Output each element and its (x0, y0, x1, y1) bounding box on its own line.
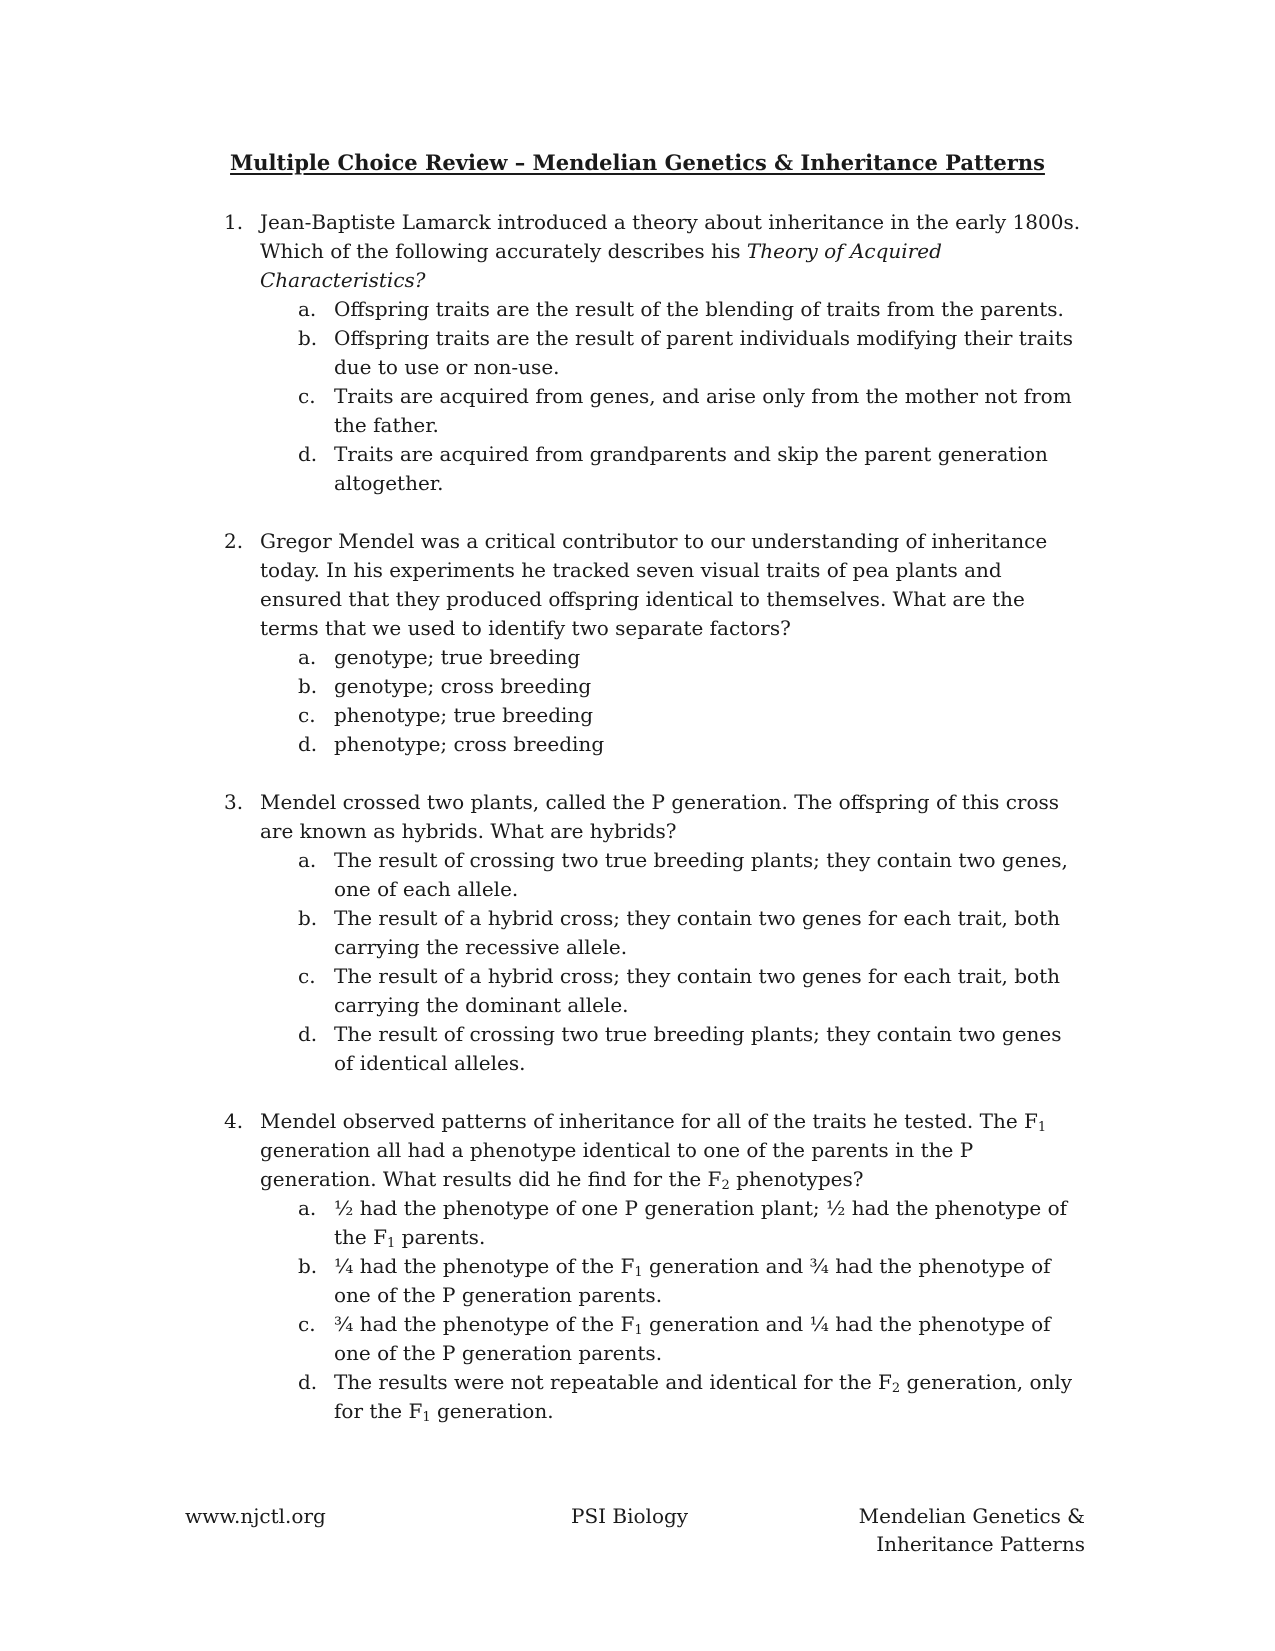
option-letter: c. (298, 384, 316, 408)
question-3 (224, 788, 1084, 1078)
question-text (260, 208, 1084, 295)
option-c (260, 701, 1084, 730)
option-a (260, 846, 1084, 904)
question-text-part: Jean-Baptiste Lamarck introduced a theory about inheritance in the early 1800s. Which of the following accurately describes his (260, 210, 1081, 263)
question-text-part: phenotypes? (729, 1167, 864, 1191)
option-letter: a. (298, 848, 317, 872)
option-text-part: generation and ¼ had the phenotype of one of the P generation parents. (334, 1312, 1051, 1365)
option-letter: b. (298, 326, 318, 350)
option-b (260, 1252, 1084, 1310)
option-b (260, 324, 1084, 382)
option-letter: d. (298, 1370, 318, 1394)
option-text: The result of a hybrid cross; they contain two genes for each trait, both carrying the dominant allele. (334, 964, 1061, 1017)
footer-course-name: PSI Biology (571, 1504, 689, 1528)
option-text: Offspring traits are the result of the blending of traits from the parents. (334, 297, 1064, 321)
option-d (260, 1020, 1084, 1078)
option-b (260, 672, 1084, 701)
option-text-part: ¾ had the phenotype of the F (334, 1312, 635, 1336)
question-number: 1. (224, 210, 244, 234)
option-c (260, 1310, 1084, 1368)
option-a (260, 1194, 1084, 1252)
option-list (260, 295, 1084, 498)
subscript: 2 (891, 1381, 901, 1396)
option-text: The result of crossing two true breeding plants; they contain two genes of identical alleles. (334, 1022, 1062, 1075)
option-text-part: ½ had the phenotype of one P generation plant; ½ had the phenotype of the F (334, 1196, 1068, 1249)
option-letter: c. (298, 703, 316, 727)
subscript: 1 (422, 1410, 431, 1425)
question-number: 4. (224, 1109, 244, 1133)
question-text-part: generation all had a phenotype identical to one of the parents in the P generation. What results did he find for the F (260, 1138, 974, 1191)
footer-unit-line: Inheritance Patterns (876, 1532, 1085, 1556)
option-text-part: generation and ¾ had the phenotype of one of the P generation parents. (334, 1254, 1051, 1307)
option-text: The result of a hybrid cross; they contain two genes for each trait, both carrying the recessive allele. (334, 906, 1061, 959)
option-list (260, 846, 1084, 1078)
footer-website-link[interactable]: www.njctl.org (185, 1504, 326, 1528)
option-c (260, 962, 1084, 1020)
option-c (260, 382, 1084, 440)
option-text-part: ¼ had the phenotype of the F (334, 1254, 635, 1278)
option-text: phenotype; cross breeding (334, 732, 605, 756)
footer-unit-name (859, 1502, 1085, 1558)
question-text (260, 1107, 1084, 1194)
option-letter: d. (298, 1022, 318, 1046)
option-text-part: generation, only for the F (334, 1370, 1073, 1423)
option-text: genotype; true breeding (334, 645, 581, 669)
page-footer (185, 1502, 1085, 1562)
option-list (260, 1194, 1084, 1426)
question-text: Gregor Mendel was a critical contributor to our understanding of inheritance today. In his experiments he tracked seven visual traits of pea plants and ensured that they produced offspring identical to themselves. What are the terms that we used to identify two separate factors? (260, 529, 1048, 640)
option-text: Traits are acquired from grandparents and skip the parent generation altogether. (334, 442, 1048, 495)
question-number: 3. (224, 790, 244, 814)
question-2 (224, 527, 1084, 759)
option-d (260, 730, 1084, 759)
page-title: Multiple Choice Review – Mendelian Genetics & Inheritance Patterns (230, 150, 1045, 175)
option-letter: a. (298, 645, 317, 669)
option-letter: c. (298, 964, 316, 988)
option-letter: b. (298, 1254, 318, 1278)
question-1 (224, 208, 1084, 498)
question-text: Mendel crossed two plants, called the P generation. The offspring of this cross are known as hybrids. What are hybrids? (260, 790, 1060, 843)
subscript: 2 (721, 1178, 730, 1193)
option-letter: c. (298, 1312, 316, 1336)
option-text: genotype; cross breeding (334, 674, 592, 698)
option-letter: b. (298, 674, 318, 698)
option-letter: b. (298, 906, 318, 930)
option-text: The result of crossing two true breeding plants; they contain two genes, one of each allele. (334, 848, 1068, 901)
option-letter: a. (298, 1196, 317, 1220)
question-4 (224, 1107, 1084, 1426)
option-letter: d. (298, 442, 318, 466)
option-letter: a. (298, 297, 317, 321)
option-text-part: The results were not repeatable and identical for the F (334, 1370, 892, 1394)
option-d (260, 440, 1084, 498)
footer-unit-line: Mendelian Genetics & (858, 1504, 1085, 1528)
subscript: 1 (387, 1236, 396, 1251)
question-number: 2. (224, 529, 244, 553)
question-text-italic: Theory of Acquired Characteristics? (260, 239, 942, 292)
option-a (260, 295, 1084, 324)
option-list (260, 643, 1084, 759)
subscript: 1 (634, 1323, 643, 1338)
option-letter: d. (298, 732, 318, 756)
option-text-part: generation. (430, 1399, 554, 1423)
option-text-part: parents. (395, 1225, 486, 1249)
option-text: Offspring traits are the result of parent individuals modifying their traits due to use or non-use. (334, 326, 1073, 379)
subscript: 1 (634, 1265, 643, 1280)
subscript: 1 (1037, 1120, 1047, 1135)
option-d (260, 1368, 1084, 1426)
option-a (260, 643, 1084, 672)
option-text: phenotype; true breeding (334, 703, 594, 727)
option-text: Traits are acquired from genes, and arise only from the mother not from the father. (334, 384, 1072, 437)
question-list (224, 208, 1084, 1455)
option-b (260, 904, 1084, 962)
question-text-part: Mendel observed patterns of inheritance for all of the traits he tested. The F (260, 1109, 1038, 1133)
